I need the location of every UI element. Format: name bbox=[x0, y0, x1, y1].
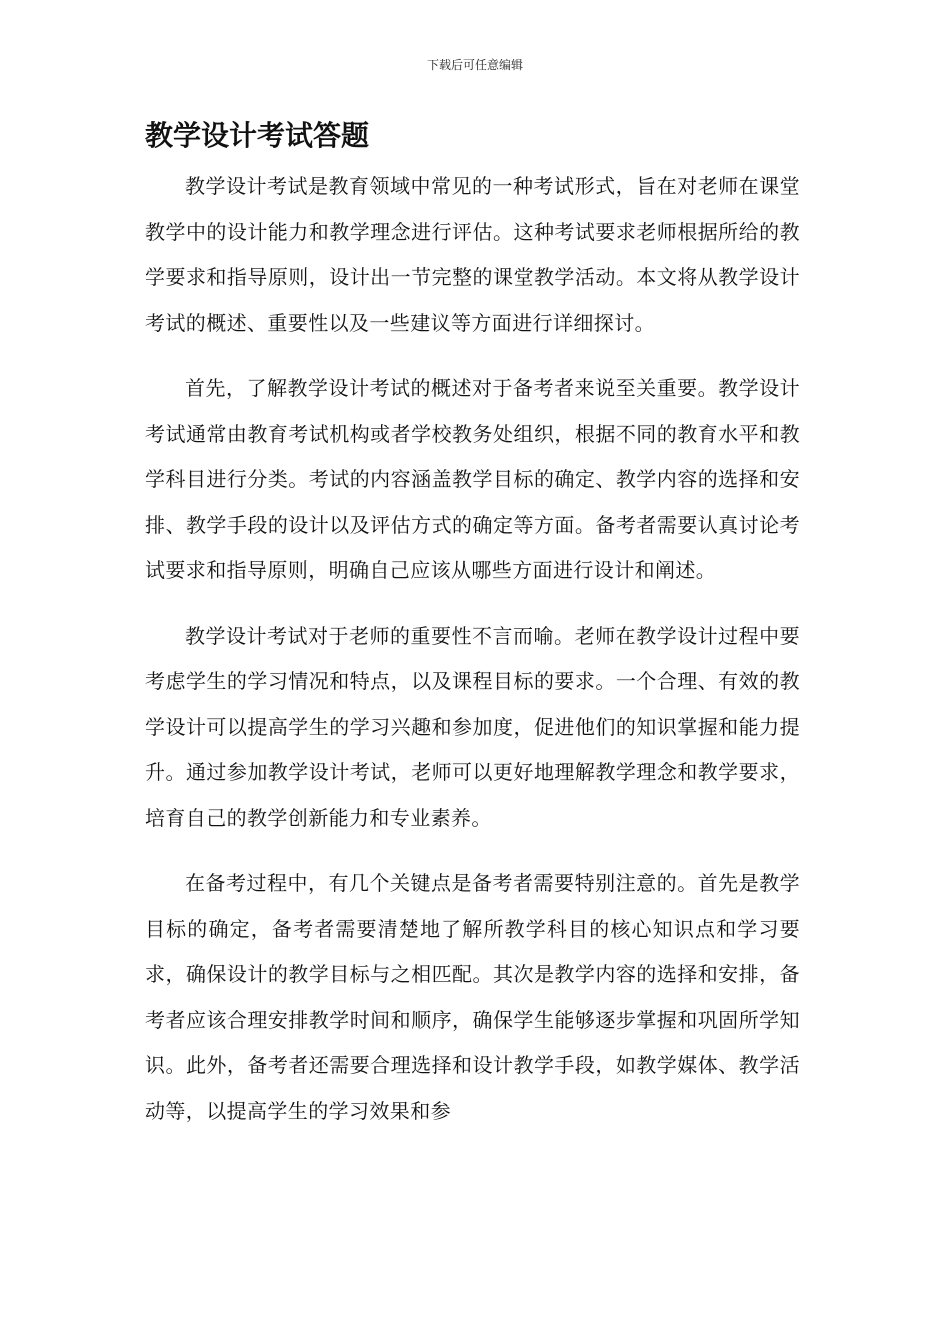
document-body bbox=[145, 164, 800, 1154]
document-title: 教学设计考试答题 bbox=[145, 119, 370, 152]
paragraph-4: 在备考过程中，有几个关键点是备考者需要特别注意的。首先是教学目标的确定，备考者需要清楚地了解所教学科目的核心知识点和学习要求，确保设计的教学目标与之相匹配。其次是教学内容的选择和安排，备考者应该合理安排教学时间和顺序，确保学生能够逐步掌握和巩固所学知识。此外，备考者还需要合理选择和设计教学手段，如教学媒体、教学活动等，以提高学生的学习效果和参 bbox=[145, 871, 800, 1123]
paragraph-2: 首先，了解教学设计考试的概述对于备考者来说至关重要。教学设计考试通常由教育考试机构或者学校教务处组织，根据不同的教育水平和教学科目进行分类。考试的内容涵盖教学目标的确定、教学内容的选择和安排、教学手段的设计以及评估方式的确定等方面。备考者需要认真讨论考试要求和指导原则，明确自己应该从哪些方面进行设计和阐述。 bbox=[145, 376, 800, 582]
paragraph-3: 教学设计考试对于老师的重要性不言而喻。老师在教学设计过程中要考虑学生的学习情况和特点，以及课程目标的要求。一个合理、有效的教学设计可以提高学生的学习兴趣和参加度，促进他们的知识掌握和能力提升。通过参加教学设计考试，老师可以更好地理解教学理念和教学要求，培育自己的教学创新能力和专业素养。 bbox=[145, 623, 800, 830]
paragraph-1: 教学设计考试是教育领域中常见的一种考试形式，旨在对老师在课堂教学中的设计能力和教学理念进行评估。这种考试要求老师根据所给的教学要求和指导原则，设计出一节完整的课堂教学活动。本文将从教学设计考试的概述、重要性以及一些建议等方面进行详细探讨。 bbox=[145, 174, 800, 335]
page-header: 下载后可任意编辑 bbox=[426, 58, 523, 72]
